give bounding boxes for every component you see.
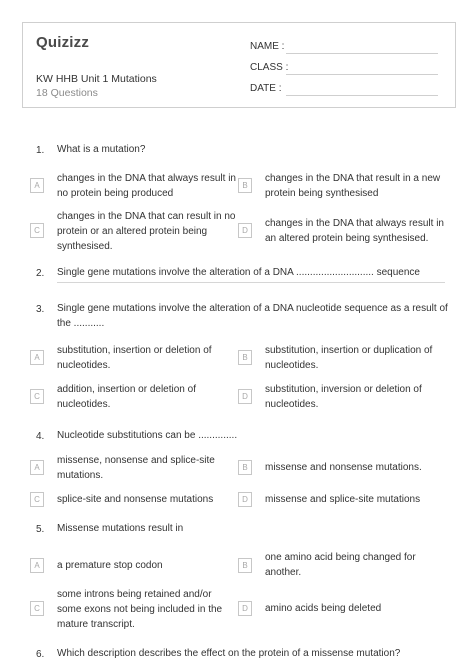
option-c-box[interactable]: C [30,223,44,238]
option-b-box[interactable]: B [238,558,252,573]
option-text: changes in the DNA that always result in no protein being produced [57,173,236,199]
question-number: 2. [36,268,45,279]
option-text: missense and nonsense mutations. [265,462,422,473]
question-number: 3. [36,304,45,315]
option-text: one amino acid being changed for another. [265,552,416,578]
option-d-box[interactable]: D [238,601,252,616]
class-field[interactable] [286,74,438,75]
option-text: changes in the DNA that result in a new protein being synthesised [265,173,441,199]
option-a-box[interactable]: A [30,460,44,475]
option-text: some introns being retained and/or some exons not being included in the mature transcript. [57,589,223,630]
question-text: Missense mutations result in [57,523,184,534]
question-text: Which description describes the effect on the protein of a missense mutation? [57,648,401,659]
option-text: missense, nonsense and splice-site mutations. [57,455,215,481]
question-number: 4. [36,431,45,442]
option-text: substitution, insertion or duplication of nucleotides. [265,345,433,371]
question-text: Nucleotide substitutions can be .............. [57,430,238,441]
option-text: a premature stop codon [57,560,163,571]
option-text: splice-site and nonsense mutations [57,494,214,505]
question-number: 6. [36,649,45,660]
option-text: substitution, insertion or deletion of nucleotides. [57,345,212,371]
option-text: substitution, inversion or deletion of nucleotides. [265,384,422,410]
answer-line[interactable] [57,282,445,283]
question-number: 1. [36,145,45,156]
question-text: What is a mutation? [57,144,146,155]
class-label: CLASS : [250,62,289,73]
option-b-box[interactable]: B [238,350,252,365]
date-field[interactable] [286,95,438,96]
option-a-box[interactable]: A [30,558,44,573]
option-a-box[interactable]: A [30,350,44,365]
question-number: 5. [36,524,45,535]
question-count: 18 Questions [36,87,98,99]
option-c-box[interactable]: C [30,492,44,507]
option-a-box[interactable]: A [30,178,44,193]
option-text: changes in the DNA that can result in no protein or an altered protein being synthesised. [57,211,236,252]
option-c-box[interactable]: C [30,389,44,404]
question-text: Single gene mutations involve the alteration of a DNA nucleotide sequence as a result of the ........... [57,303,448,329]
name-field[interactable] [286,53,438,54]
question-text: Single gene mutations involve the alteration of a DNA ............................ sequence [57,267,420,278]
quizizz-logo: Quizizz [36,34,90,51]
option-d-box[interactable]: D [238,223,252,238]
option-text: amino acids being deleted [265,603,382,614]
option-c-box[interactable]: C [30,601,44,616]
date-label: DATE : [250,83,282,94]
option-text: addition, insertion or deletion of nucleotides. [57,384,196,410]
option-b-box[interactable]: B [238,460,252,475]
option-text: changes in the DNA that always result in an altered protein being synthesised. [265,218,444,244]
name-label: NAME : [250,41,285,52]
option-text: missense and splice-site mutations [265,494,421,505]
worksheet-title: KW HHB Unit 1 Mutations [36,73,157,85]
option-b-box[interactable]: B [238,178,252,193]
option-d-box[interactable]: D [238,389,252,404]
option-d-box[interactable]: D [238,492,252,507]
